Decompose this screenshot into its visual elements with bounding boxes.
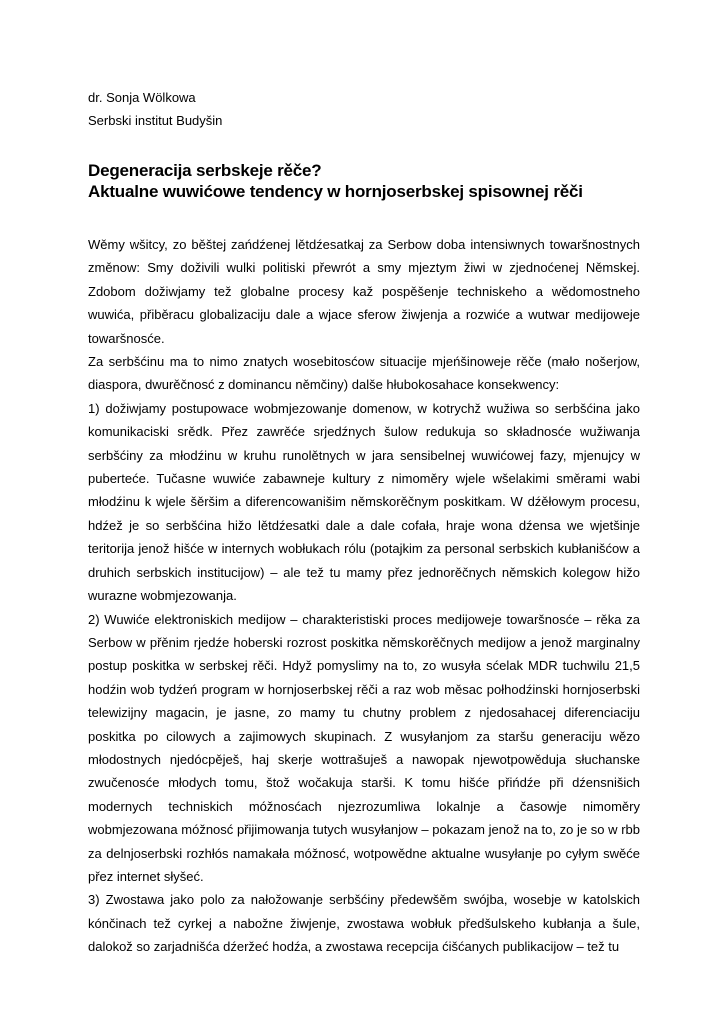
title-line-1: Degeneracija serbskeje rěče?	[88, 161, 322, 180]
paragraph-point-2: 2) Wuwiće elektroniskich medijow – charakteristiski proces medijoweje towaršnosće – rěka za Serbow w přěnim rjedźe hoberski rozrost poskitka němskorěčnych medijow a jenož marginalny postup poskitka w serbskej rěči. Hdyž pomyslimy na to, zo wusyła sćelak MDR tuchwilu 21,5 hodźin wob tydźeń program w hornjoserbskej rěči a raz wob měsac połhodźinski hornjoserbski telewizijny magacin, je jasne, zo mamy tu chutny problem z njedosahacej diferenciaciju poskitka po cilowych a zajimowych skupinach. Z wusyłanjom za staršu generaciju wězo młodostnych njedócpěješ, haj skerje wottrašuješ a nawopak njewotpowěduja słuchanske zwučenosće młodych tomu, štož wočakuja starši. K tomu hišće přińdźe při dźensnišich modernych techniskich móžnosćach njezrozumliwa lokalnje a časowje nimoměry wobmjezowana móžnosć přijimowanja tutych wusyłanjow – pokazam jenož na to, zo je so w rbb za delnjoserbski rozhłós namakała móžnosć, wotpowědne aktualne wusyłanje po cyłym swěće přez internet słyšeć.	[88, 611, 640, 884]
paragraph-intro: Wěmy wšitcy, zo běštej zańdźenej lětdźesatkaj za Serbow doba intensiwnych towaršnostnych změnow: Smy doživili wulki politiski přewrót a smy mjeztym žiwi w zjednoćenej Němskej. Zdobom dožiwjamy tež globalne procesy kaž pospěšenje techniskeho a wědomostneho wuwića, přiběracu globalizaciju dale a wjace sferow žiwjenja a rozwiće a wutwar medijoweje towaršnosće.	[88, 237, 640, 346]
paragraph-point-1: 1) dožiwjamy postupowace wobmjezowanje domenow, w kotrychž wužiwa so serbšćina jako komunikaciski srědk. Přez zawrěće srjedźnych šulow redukuja so składnosće wužiwanja serbšćiny za młodźinu w kruhu runolětnych w jara sensibelnej wuwićowej fazy, mjenujcy w puberteće. Tučasne wuwiće zabawneje kultury z nimoměry wjele wšelakimi směrami wabi młodźinu k wjele šěršim a diferencowanišim němskorěčnym poskitkam. W dźěłowym procesu, hdźež je so serbšćina hižo lětdźesatki dale a dale cofała, hraje wona dźensa we wjetšinje teritorija jenož hišće w internych wobłukach rólu (potajkim za personal serbskich kubłanišćow a druhich serbskich institucijow) – ale tež tu mamy přez jednorěčnych němskich kolegow hižo wurazne wobmjezowanja.	[88, 400, 640, 604]
paragraph-consequences: Za serbšćinu ma to nimo znatych wosebitosćow situacije mjeńšinoweje rěče (mało nošerjow, diaspora, dwurěčnosć z dominancu němčiny) dalše hłubokosahace konsekwency:	[88, 354, 640, 393]
title-line-2: Aktualne wuwićowe tendency w hornjoserbskej spisownej rěči	[88, 182, 583, 201]
author-institution: Serbski institut Budyšin	[88, 113, 223, 128]
document-page	[88, 86, 640, 959]
document-body	[88, 233, 640, 959]
paragraph-point-3: 3) Zwostawa jako polo za nałožowanje serbšćiny předewšěm swójba, wosebje w katolskich kónčinach tež cyrkej a nabožne žiwjenje, zwostawa wobłuk předšulskeho kubłanja a šule, dalokož so zarjadnišća dźeržeć hodźa, a zwostawa recepcija ćišćanych publikacijow – tež tu	[88, 892, 640, 955]
author-name: dr. Sonja Wölkowa	[88, 90, 196, 105]
document-title	[88, 160, 640, 202]
